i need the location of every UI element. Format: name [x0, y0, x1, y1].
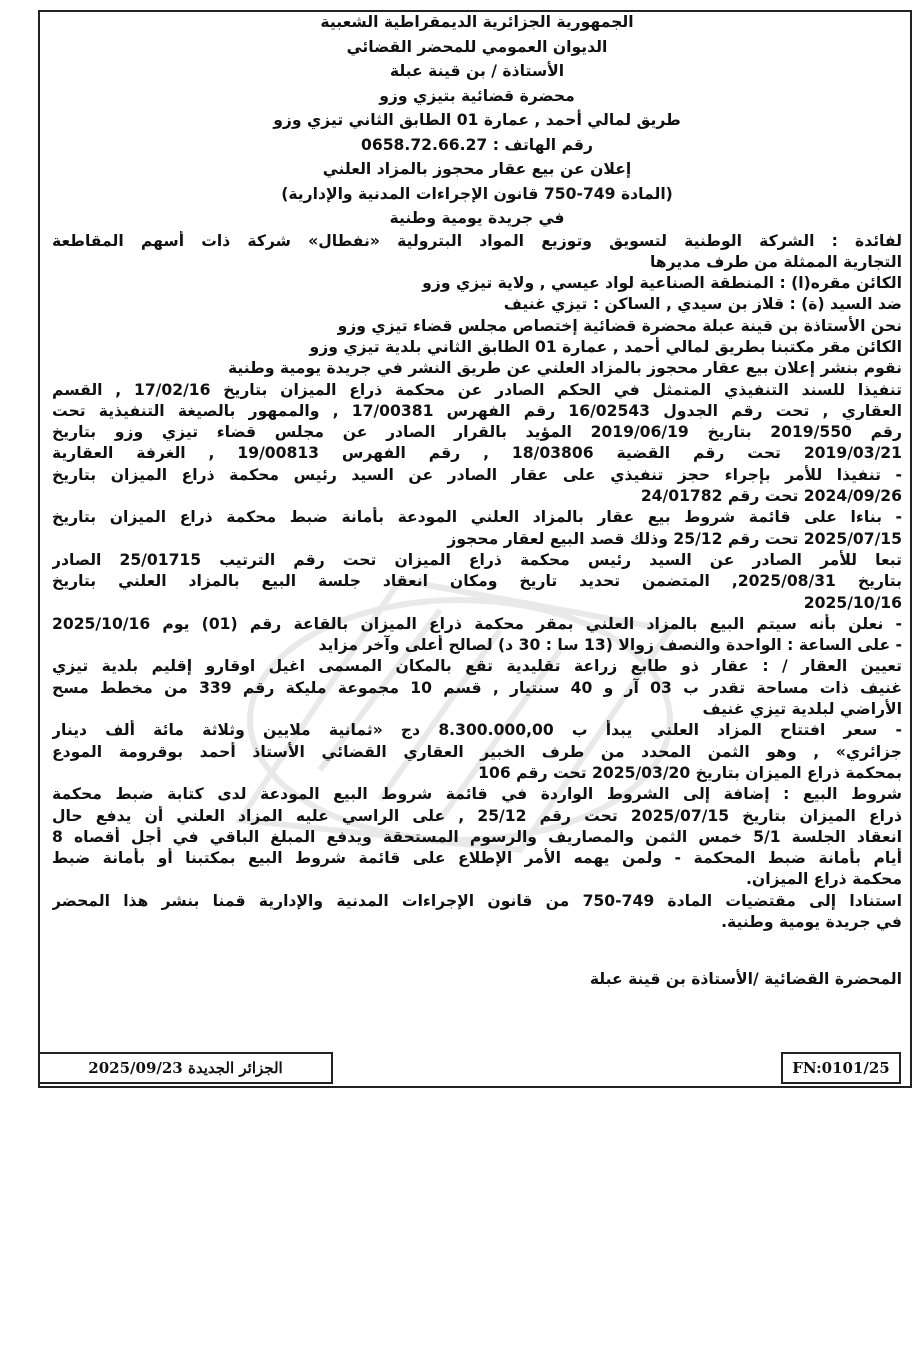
notice-publication: في جريدة يومية وطنية — [389, 209, 565, 227]
body-line: رقم 2019/550 بتاريخ 2019/06/19 المؤيد بالقرار الصادر عن مجلس قضاء تيزي وزو بتاريخ — [52, 423, 902, 442]
body-line: استنادا إلى مقتضيات المادة 749-750 من قانون الإجراءات المدنية والإدارية قمنا بنشر هذا المحضر — [52, 891, 902, 910]
reference-number-box: FN:0101/25 — [781, 1052, 901, 1084]
body-line: 2019/03/21 تحت رقم القضية 18/03806 , رقم الفهرس 19/00813 , الغرفة العقارية — [52, 444, 902, 463]
header-address: طريق لمالي أحمد , عمارة 01 الطابق الثاني تيزي وزو — [273, 111, 681, 129]
header-bailiff-title: محضرة قضائية بتيزي وزو — [379, 86, 575, 105]
body-line: بمحكمة ذراع الميزان بتاريخ 2025/03/20 تحت رقم 106 — [478, 763, 902, 782]
body-line: نحن الأستاذة بن قينة عبلة محضرة قضائية إختصاص مجلس قضاء تيزي وزو — [337, 316, 902, 335]
body-line: 2025/07/15 تحت رقم 25/12 وذلك قصد البيع لعقار محجوز — [447, 529, 902, 548]
notice-header — [52, 10, 902, 231]
body-line: لفائدة : الشركة الوطنية لتسويق وتوزيع المواد البترولية «نفطال» شركة ذات أسهم المقاطعة — [52, 231, 902, 250]
body-line: ضد السيد (ة) : قلاز بن سيدي , الساكن : تيزي غنيف — [503, 295, 902, 314]
body-line: بتاريخ 2025/08/31, المتضمن تحديد تاريخ ومكان انعقاد جلسة البيع بالمزاد العلني بتاريخ — [52, 572, 902, 591]
body-line: جزائري» , وهو الثمن المحدد من طرف الخبير العقاري القضائي الأستاذ أحمد بوقرومة المودع — [52, 742, 902, 761]
body-line: انعقاد الجلسة 5/1 خمس الثمن والمصاريف والرسوم المستحقة ويدفع المبلغ الباقي في أجل أقصاه 8 — [52, 827, 902, 846]
notice-title: إعلان عن بيع عقار محجوز بالمزاد العلني — [322, 160, 632, 178]
header-republic: الجمهورية الجزائرية الديمقراطية الشعبية — [320, 13, 634, 31]
notice-content — [52, 10, 902, 991]
body-line: محكمة ذراع الميزان. — [745, 870, 902, 889]
header-office: الديوان العمومي للمحضر القضائي — [346, 37, 608, 56]
signature-line: المحضرة القضائية /الأستاذة بن قينة عبلة — [589, 970, 902, 989]
body-line: - سعر افتتاح المزاد العلني يبدأ ب 8.300.000,00 دج «ثمانية ملايين وثلاثة مائة ألف دينار — [52, 721, 902, 740]
header-phone: رقم الهاتف : 0658.72.66.27 — [361, 135, 593, 154]
body-line: التجارية الممثلة من طرف مديرها — [649, 252, 902, 271]
body-line: تعيين العقار / : عقار ذو طابع زراعة تقليدية تقع بالمكان المسمى اغيل اوقارو إقليم بلدية تيزي — [52, 657, 902, 676]
notice-legal-article: (المادة 749-750 قانون الإجراءات المدنية والإدارية) — [281, 184, 673, 203]
notice-body — [52, 231, 902, 991]
body-line: الكائن مقر مكتبنا بطريق لمالي أحمد , عمارة 01 الطابق الثاني بلدية تيزي وزو — [309, 337, 902, 356]
body-line: في جريدة يومية وطنية. — [721, 913, 902, 931]
body-line: غنيف ذات مساحة تقدر ب 03 آر و 40 سنتيار , قسم 10 مجموعة مليكة رقم 339 من مخطط مسح — [52, 678, 902, 697]
body-line: 2025/10/16 — [803, 593, 902, 612]
body-line: - على الساعة : الواحدة والنصف زوالا (13 سا : 30 د) لصالح أعلى وآخر مزايد — [318, 636, 902, 655]
body-line: تنفيذا للسند التنفيذي المتمثل في الحكم الصادر عن محكمة ذراع الميزان بتاريخ 17/02/16 , القسم — [52, 380, 902, 399]
body-line: نقوم بنشر إعلان بيع عقار محجوز بالمزاد العلني عن طريق النشر في جريدة يومية وطنية — [227, 359, 902, 378]
body-line: ذراع الميزان بتاريخ 2025/07/15 تحت رقم 25/12 , على الراسي عليه المزاد العلني أن يدفع حال — [52, 806, 902, 825]
body-line: تبعا للأمر الصادر عن السيد رئيس محكمة ذراع الميزان تحت رقم الترتيب 25/01715 الصادر — [52, 550, 902, 569]
body-line: 2024/09/26 تحت رقم 24/01782 — [640, 487, 902, 506]
header-bailiff-name: الأستاذة / بن قينة عبلة — [389, 62, 565, 80]
body-line: - نعلن بأنه سيتم البيع بالمزاد العلني بمقر محكمة ذراع الميزان بالقاعة رقم (01) يوم 2025/10/16 — [52, 614, 902, 633]
newspaper-date-box: الجزائر الجديدة 2025/09/23 — [38, 1052, 333, 1084]
body-line: أيام بأمانة ضبط المحكمة - ولمن يهمه الأمر الإطلاع على قائمة شروط البيع بمكتبنا أو بأمانة ضبط — [52, 849, 902, 868]
body-line: العقاري , تحت رقم الجدول 16/02543 رقم الفهرس 17/00381 , والممهور بالصيغة التنفيذية تحت — [52, 401, 902, 420]
body-line: - تنفيذا للأمر بإجراء حجز تنفيذي على عقار الصادر عن السيد رئيس محكمة ذراع الميزان بتاريخ — [52, 465, 902, 484]
body-line: الكائن مقره(ا) : المنطقة الصناعية لواد عيسي , ولاية تيزي وزو — [422, 274, 902, 293]
body-line: - بناءا على قائمة شروط بيع عقار بالمزاد العلني المودعة بأمانة ضبط محكمة ذراع الميزان بتاريخ — [52, 508, 902, 527]
body-line: الأراضي لبلدية تيزي غنيف — [702, 700, 902, 719]
body-line: شروط البيع : إضافة إلى الشروط الواردة في قائمة شروط البيع المودعة لدى كتابة ضبط محكمة — [52, 785, 902, 804]
